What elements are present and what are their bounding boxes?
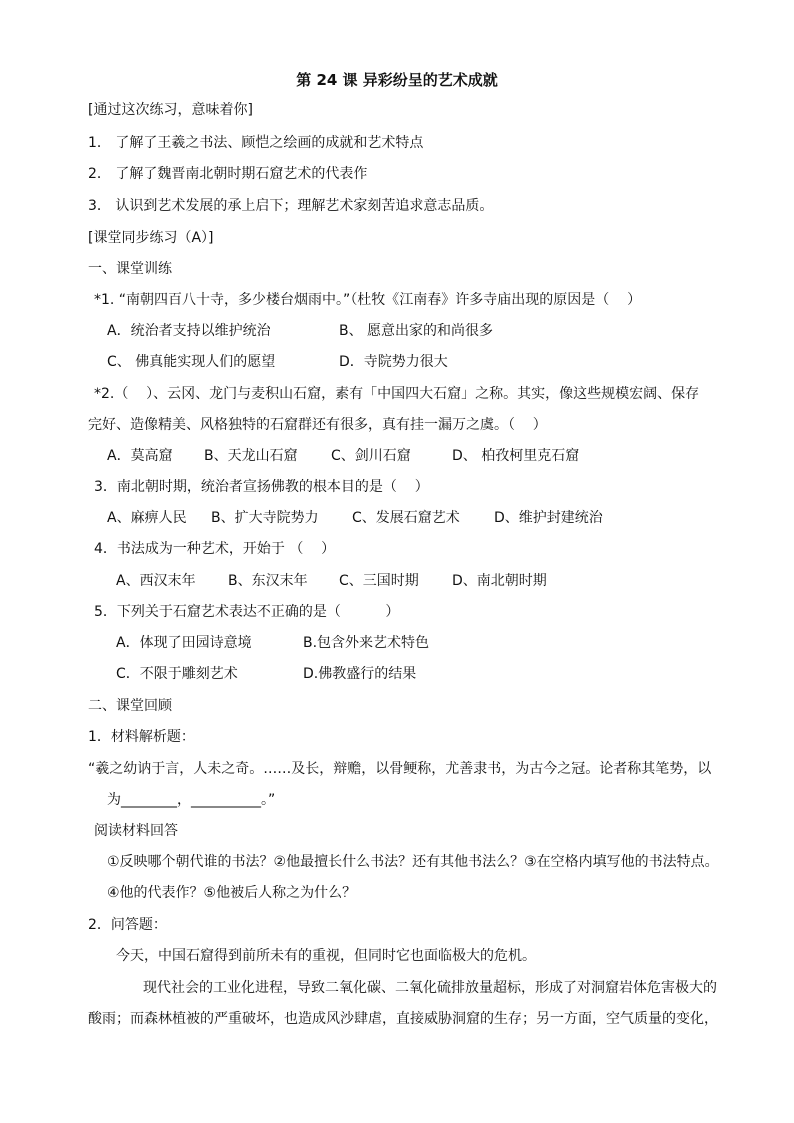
essay-paragraph-continued: 酸雨；而森林植被的严重破坏，也造成风沙肆虐，直接威胁洞窟的生存；另一方面，空气质量的变化， [88,1011,718,1027]
answer-option: B、扩大寺院势力 [211,510,319,526]
answer-option: B、天龙山石窟 [204,448,298,464]
question-stem: 4．书法成为一种艺术，开始于 （ ） [94,541,336,557]
sub-questions: ①反映哪个朝代谁的书法？②他最擅长什么书法？还有其他书法么？③在空格内填写他的书法特点。 [107,854,719,870]
material-quote-continued: 为________，__________。” [107,792,276,808]
answer-option: D、南北朝时期 [452,573,547,589]
essay-paragraph: 今天，中国石窟得到前所未有的重视，但同时它也面临极大的危机。 [116,948,536,964]
answer-option: D.佛教盛行的结果 [303,666,417,682]
answer-option: A．莫高窟 [107,448,173,464]
answer-option: D、维护封建统治 [494,510,603,526]
read-instruction: 阅读材料回答 [94,823,178,839]
answer-option: A．体现了田园诗意境 [116,635,252,651]
answer-option: C、剑川石窟 [331,448,411,464]
answer-option: C、三国时期 [339,573,419,589]
material-label: 1．材料解析题： [88,729,195,745]
material-quote: “羲之幼讷于言，人未之奇。……及长，辩赡，以骨鲠称，尤善隶书，为古今之冠。论者称其笔势，以 [88,761,712,777]
question-stem-continued: 完好、造像精美、风格独特的石窟群还有很多，真有挂一漏万之虞。（ ） [88,417,547,433]
answer-option: A、麻痹人民 [107,510,187,526]
goal-item: 1． 了解了王羲之书法、顾恺之绘画的成就和艺术特点 [88,135,424,151]
answer-option: A．统治者支持以维护统治 [107,323,271,339]
answer-option: C、发展石窟艺术 [352,510,460,526]
essay-label: 2．问答题： [88,917,167,933]
question-stem: *2.（ ）、云冈、龙门与麦积山石窟，素有「中国四大石窟」之称。其实，像这些规模宏阔、保存 [94,386,700,402]
answer-option: B、 愿意出家的和尚很多 [339,323,494,339]
goal-item: 2． 了解了魏晋南北朝时期石窟艺术的代表作 [88,166,368,182]
essay-paragraph: 现代社会的工业化进程，导致二氧化碳、二氧化硫排放量超标，形成了对洞窟岩体危害极大的 [143,980,717,996]
answer-option: D、 柏孜柯里克石窟 [452,448,580,464]
question-stem: 3．南北朝时期，统治者宣扬佛教的根本目的是（ ） [94,479,429,495]
practice-header: [课堂同步练习（A）] [88,230,214,246]
answer-option: D．寺院势力很大 [339,354,448,370]
section-title: 二、课堂回顾 [88,698,172,714]
page-title: 第 24 课 异彩纷呈的艺术成就 [296,71,498,89]
question-stem: 5．下列关于石窟艺术表达不正确的是（ ） [94,604,400,620]
answer-option: C、 佛真能实现人们的愿望 [107,354,276,370]
intro-header: [通过这次练习，意味着你] [88,102,253,118]
section-title: 一、课堂训练 [88,261,172,277]
answer-option: C．不限于雕刻艺术 [116,666,238,682]
answer-option: B.包含外来艺术特色 [303,635,430,651]
question-stem: *1. “南朝四百八十寺，多少楼台烟雨中。”（杜牧《江南春》许多寺庙出现的原因是（ ） [94,292,642,308]
answer-option: B、东汉末年 [228,573,308,589]
sub-questions-continued: ④他的代表作？⑤他被后人称之为什么？ [107,885,357,901]
answer-option: A、西汉末年 [116,573,196,589]
goal-item: 3． 认识到艺术发展的承上启下；理解艺术家刻苦追求意志品质。 [88,198,494,214]
